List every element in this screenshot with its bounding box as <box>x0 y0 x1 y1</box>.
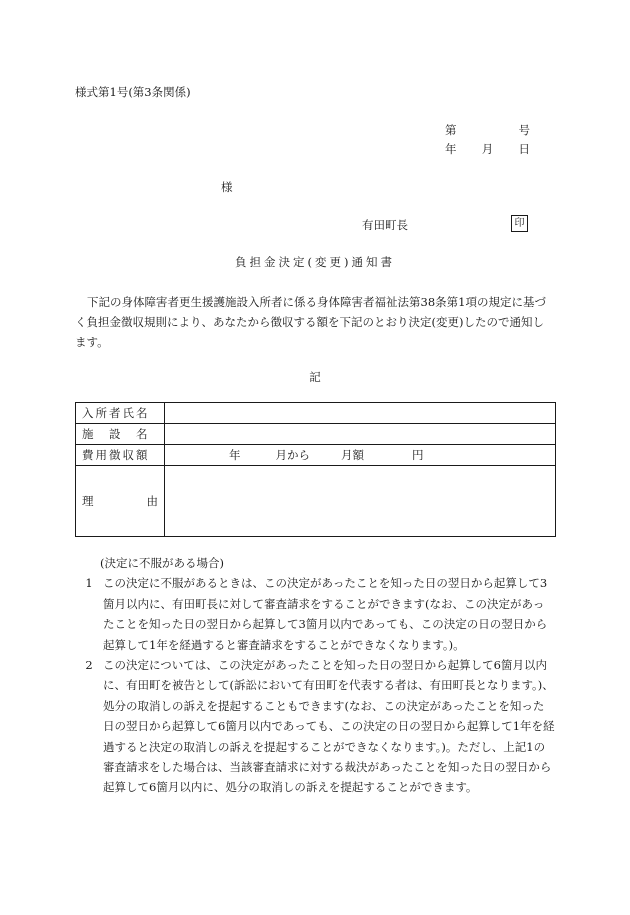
issue-date <box>445 141 530 157</box>
appeal-item-text: この決定については、この決定があったことを知った日の翌日から起算して6箇月以内に、有田町を被告として(訴訟において有田町を代表する者は、有田町長となります。)、処分の取消しの訴えを提起することもできます(なお、この決定があったことを知った日の翌日から起算して6箇月以内であっても、この決定の日の翌日から起算して1年を経過すると決定の取消しの訴えを提起することができなくなります。)。ただし、上記1の審査請求をした場合は、当該審査請求に対する裁決があったことを知った日の翌日から起算して6箇月以内に、処分の取消しの訴えを提起することができます。 <box>103 658 555 795</box>
document-number-prefix: 第 <box>445 123 457 137</box>
fee-month-from: 月から <box>275 448 310 462</box>
date-month: 月 <box>481 142 494 156</box>
document-title: 負担金決定(変更)通知書 <box>235 255 395 269</box>
resident-name-value <box>165 403 556 424</box>
reason-label <box>76 466 165 537</box>
details-table <box>75 402 556 537</box>
seal-stamp: 印 <box>511 215 528 232</box>
list-item <box>75 655 555 798</box>
table-row <box>76 403 556 424</box>
fee-value <box>165 445 556 466</box>
fee-yen: 円 <box>412 448 424 462</box>
document-number <box>445 122 530 138</box>
appeal-item-number: 2 <box>85 658 93 673</box>
table-row <box>76 445 556 466</box>
notice-body: 下記の身体障害者更生援護施設入所者に係る身体障害者福祉法第38条第1項の規定に基づく負担金徴収規則により、あなたから徴収する額を下記のとおり決定(変更)したので通知します。 <box>75 295 546 349</box>
date-day: 日 <box>518 142 530 156</box>
list-item <box>75 573 555 655</box>
reason-value <box>165 466 556 537</box>
sender-title: 有田町長 <box>362 218 408 232</box>
facility-name-label: 施 設 名 <box>76 424 165 445</box>
appeal-notice <box>75 553 555 798</box>
fee-label: 費用徴収額 <box>76 445 165 466</box>
table-row <box>76 424 556 445</box>
addressee: 様 <box>221 180 233 194</box>
table-row <box>76 466 556 537</box>
fee-year: 年 <box>229 448 241 462</box>
appeal-item-text: この決定に不服があるときは、この決定があったことを知った日の翌日から起算して3箇月以内に、有田町長に対して審査請求をすることができます(なお、この決定があったことを知った日の翌日から起算して3箇月以内であっても、この決定の日の翌日から起算して1年を経過すると審査請求をすることができなくなります。)。 <box>103 576 548 652</box>
appeal-heading: (決定に不服がある場合) <box>100 556 224 570</box>
facility-name-value <box>165 424 556 445</box>
ki-marker: 記 <box>309 370 321 384</box>
form-number: 様式第1号(第3条関係) <box>75 85 191 99</box>
document-number-suffix: 号 <box>518 123 530 137</box>
reason-label-part-1: 理 <box>82 494 94 508</box>
date-year: 年 <box>445 142 457 156</box>
fee-monthly: 月額 <box>341 448 364 462</box>
resident-name-label: 入所者氏名 <box>76 403 165 424</box>
appeal-item-number: 1 <box>85 576 93 591</box>
reason-label-part-2: 由 <box>146 494 158 508</box>
